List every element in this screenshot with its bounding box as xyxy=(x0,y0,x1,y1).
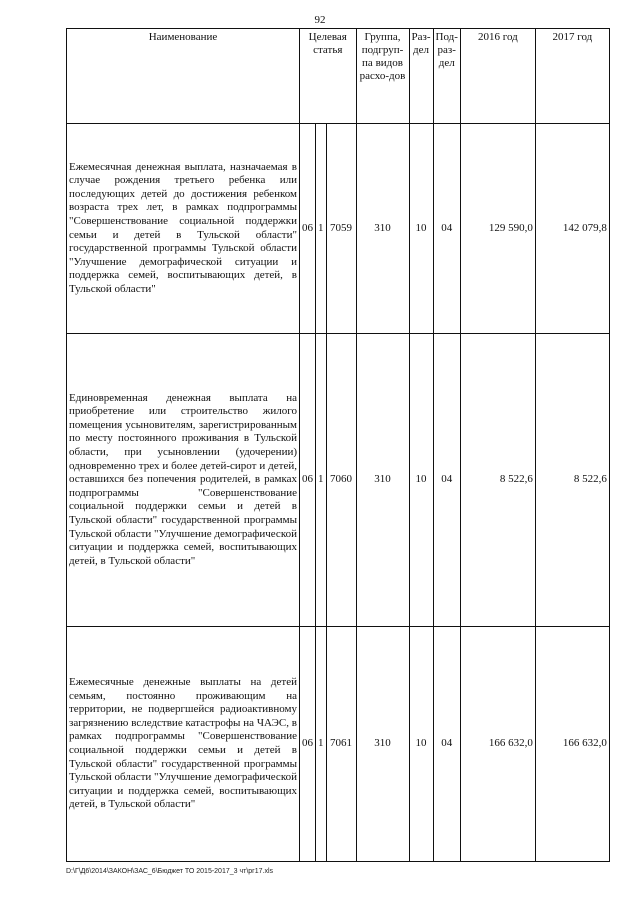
amount-2017: 166 632,0 xyxy=(535,627,609,862)
amount-2016: 129 590,0 xyxy=(460,124,535,334)
expense-group: 310 xyxy=(356,334,409,627)
code-subprogram: 1 xyxy=(316,334,327,627)
expense-group: 310 xyxy=(356,627,409,862)
subsection: 04 xyxy=(433,334,460,627)
code-direction: 7060 xyxy=(326,334,356,627)
expense-group: 310 xyxy=(356,124,409,334)
page-number: 92 xyxy=(314,14,326,26)
header-name: Наименование xyxy=(67,29,300,124)
amount-2017: 142 079,8 xyxy=(535,124,609,334)
budget-table xyxy=(66,28,610,862)
amount-2016: 166 632,0 xyxy=(460,627,535,862)
table-row xyxy=(67,334,610,627)
header-section: Раз-дел xyxy=(409,29,433,124)
row-name: Ежемесячные денежные выплаты на детей семьям, постоянно проживающим на территории, не подвергшейся радиоактивному загрязнению вследствие катастрофы на ЧАЭС, в рамках подпрограммы "Совершенствование социальной поддержки семьи и детей в Тульской области" государственной программы Тульской области "Улучшение демографической ситуации и поддержка семей, воспитывающих детей, в Тульской области" xyxy=(67,627,300,862)
file-path-footer: D:\Г\Д6\2014\ЗАКОН\ЗАС_6\Бюджет ТО 2015-2017_3 чт\рг17.xls xyxy=(66,868,274,875)
amount-2017: 8 522,6 xyxy=(535,334,609,627)
header-target-article: Целевая статья xyxy=(300,29,357,124)
header-expense-group: Группа, подгруп-па видов расхо-дов xyxy=(356,29,409,124)
table-row xyxy=(67,627,610,862)
section: 10 xyxy=(409,124,433,334)
section: 10 xyxy=(409,334,433,627)
amount-2016: 8 522,6 xyxy=(460,334,535,627)
code-direction: 7059 xyxy=(326,124,356,334)
subsection: 04 xyxy=(433,124,460,334)
section: 10 xyxy=(409,627,433,862)
code-program: 06 xyxy=(300,334,316,627)
row-name: Ежемесячная денежная выплата, назначаемая в случае рождения третьего ребенка или последующих детей до достижения ребенком возраста трех лет, в рамках подпрограммы "Совершенствование социальной поддержки семьи и детей в Тульской области" государственной программы Тульской области "Улучшение демографической ситуации и поддержка семей, воспитывающих детей, в Тульской области" xyxy=(67,124,300,334)
code-direction: 7061 xyxy=(326,627,356,862)
header-year-2017: 2017 год xyxy=(535,29,609,124)
table-row xyxy=(67,124,610,334)
code-program: 06 xyxy=(300,124,316,334)
row-name: Единовременная денежная выплата на приобретение или строительство жилого помещения усыновителям, зарегистрированным по месту постоянного проживания в Тульской области, при усыновлении (удочерении) одновременно трех и более детей-сирот и детей, оставшихся без попечения родителей, в рамках подпрограммы "Совершенствование социальной поддержки семьи и детей в Тульской области" государственной программы Тульской области "Улучшение демографической ситуации и поддержка семей, воспитывающих детей, в Тульской области" xyxy=(67,334,300,627)
header-subsection: Под-раз-дел xyxy=(433,29,460,124)
table-header-row xyxy=(67,29,610,124)
code-subprogram: 1 xyxy=(316,627,327,862)
subsection: 04 xyxy=(433,627,460,862)
code-program: 06 xyxy=(300,627,316,862)
header-year-2016: 2016 год xyxy=(460,29,535,124)
code-subprogram: 1 xyxy=(316,124,327,334)
